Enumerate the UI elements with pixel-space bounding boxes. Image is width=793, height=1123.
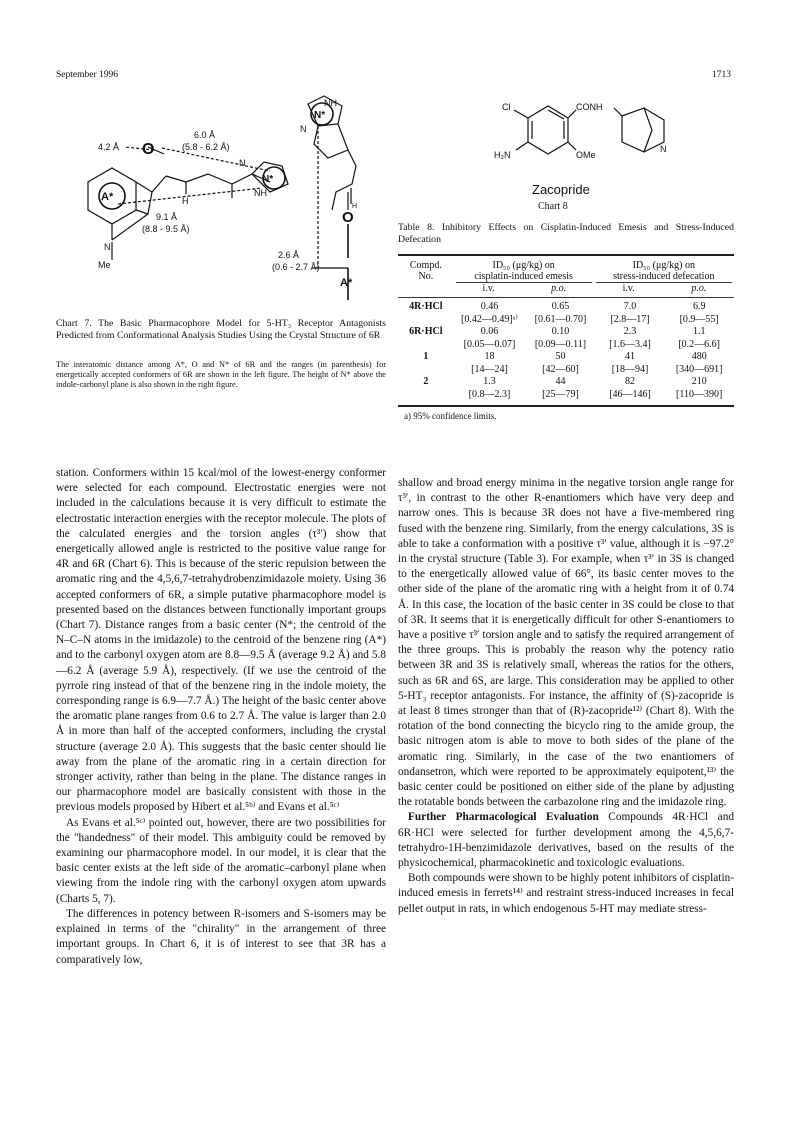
col-group-emesis-line1: ID₅₀ (μg/kg) on xyxy=(492,260,555,271)
amino-label: H₂N xyxy=(494,150,511,160)
table8-footnote: a) 95% confidence limits. xyxy=(404,411,497,421)
col-group-defecation-line2: stress-induced defecation xyxy=(613,271,715,282)
table-row: 6R·HCl 0.06 0.10 2.3 1.1 xyxy=(409,326,706,337)
paragraph: station. Conformers within 15 kcal/mol of the lowest-energy conformer were selected for each compound. Electrostatic energies were not included in the calculations because it is very difficult to estimate the electrostatic interaction energies with the receptor molecule. The plots of the calculated energies and the torsion angles (τ³′) show that energetically allowed angle is restricted to the positive value range for 4R and 6R (Chart 6). This is because of the steric repulsion between the aromatic ring and the 4,5,6,7-tetrahydrobenzimidazole moiety. Using 36 accepted conformers of 6R, a simple putative pharmacophore model is presented based on the distances between functionally important groups (Chart 7). Distance ranges from a basic center (N*; the centroid of the N–C–N atoms in the imidazole) to the centroid of the benzene ring (A*) and to the carbonyl oxygen atom are 8.8—9.5 Å (average 9.2 Å) and 5.8—6.2 Å (average 5.9 Å), respectively. (If we use the centroid of the pyrrole ring instead of that of the benzene ring in the indole moiety, the corresponding range is 6.9—7.7 Å.) The height of the basic center above the aromatic plane ranges from 0.6 to 2.7 Å. The value is larger than 2.0 Å in more than half of the accepted conformers, including the crystal structure (average 2.0 Å). This suggests that the basic center should lie away from the plane of the aromatic ring in a certain direction for stronger activity, rather than being in the plane. The distance ranges in our pharmacophore model are basically consistent with those in the previous models proposed by Hibert et al.⁵ᵇ⁾ and Evans et al.⁵ᶜ⁾ xyxy=(56,467,386,814)
section-heading: Further Pharmacological Evaluation xyxy=(408,811,599,824)
page-number: 1713 xyxy=(712,70,731,80)
table-top-rule xyxy=(398,254,734,256)
methoxy-label: OMe xyxy=(576,150,596,160)
table-row: 4R·HCl 0.46 0.65 7.0 6.9 xyxy=(409,301,706,312)
paragraph: Both compounds were shown to be highly potent inhibitors of cisplatin-induced emesis in ferrets¹⁴⁾ and restraint stress-induced increases in fecal pellet output in rats, in which endogenous 5-HT may mediate stress- xyxy=(398,872,734,915)
col-group-emesis-line2: cisplatin-induced emesis xyxy=(474,271,573,282)
a-star-label-right: A* xyxy=(340,277,353,289)
methyl-label: Me xyxy=(98,260,111,270)
running-header-date: September 1996 xyxy=(56,70,119,80)
paragraph: shallow and broad energy minima in the negative torsion angle range for τ³′, in contrast to the other R-enantiomers which have very deep and narrow ones. This is because 3R does not have a five-membered ring fused with the benzene ring. Similarly, from the energy calculations, 3S is able to take a conformation with a positive τ³′ value, although it is −97.2° in the crystal structure (Table 3). For example, when τ³′ in 3S is changed to the energetically allowed value of 66°, its basic center moves to the other side of the plane of the aromatic ring with a height from it of 0.74 Å. In this case, the location of the basic center in 3S could be close to that of 3R. It seems that it is energetically difficult for other S-enantiomers to have a positive τ³′ torsion angle and to satisfy the required arrangement of the three groups. This is probably the reason why the potency ratio between 3R and 3S is relatively small, whereas the ratios for the others, such as 6R and 6S, are large. This consideration may be applied to other 5-HT₃ receptor antagonists. For instance, the affinity of (S)-zacopride is at least 8 times stronger than that of (R)-zacopride¹²⁾ (Chart 8). With the rotation of the bond connecting the bicyclo ring to the amide group, the basic nitrogen atom is able to move to both sides of the plane of the aromatic ring. Similarly, in the case of the two enantiomers of ondansetron, which were reported to be approximately equipotent,¹³⁾ the basic center could be positioned on either side of the plane by adjusting the rotatable bonds between the carbazolone ring and the imidazole ring. xyxy=(398,477,734,809)
chart7-caption-title: Chart 7. The Basic Pharmacophore Model for 5-HT₃ Receptor Antagonists Predicted from Conformational Analysis Studies Using the Crystal Structure of 6R xyxy=(56,318,386,342)
table-header-rule xyxy=(398,297,734,298)
h-label-left: H xyxy=(182,196,189,206)
table-row-ci: [0.42—0.49]ᵃ⁾ [0.61—0.70] [2.8—17] [0.9—55] xyxy=(461,313,719,325)
zacopride-structure xyxy=(476,90,712,182)
paragraph: The differences in potency between R-isomers and S-isomers may be explained in terms of the "chirality" in the arrangement of three important groups. In Chart 6, it is of interest to see that 3R has a comparatively low, xyxy=(56,907,386,966)
table-row-ci: [14—24] [42—60] [18—94] [340—691] xyxy=(471,363,723,375)
table-row: 1 18 50 41 480 xyxy=(423,351,707,362)
paragraph: As Evans et al.⁵ᶜ⁾ pointed out, however, there are two possibilities for the "handedness" of their model. This ambiguity could be removed by examining our pharmacophore model. In our model, it is clear that the basic center exists at the left side of the aromatic–carbonyl plane when viewing from the indole ring with the carbonyl oxygen atom upwards (Charts 5, 7). xyxy=(56,816,386,905)
amide-label: CONH xyxy=(576,102,603,112)
subheader-iv: i.v. xyxy=(482,283,495,294)
subheader-po: p.o. xyxy=(691,283,707,294)
oxygen-label: O xyxy=(142,141,155,158)
distance-label-6-0: 6.0 Å xyxy=(194,130,216,140)
distance-label-9-1: 9.1 Å xyxy=(156,212,178,222)
nh-label-right: NH xyxy=(324,98,337,108)
chart7-caption-note: The interatomic distance among A*, O and N* of 6R and the ranges (in parenthesis) for energetically accepted conformers of 6R are shown in the left figure. The height of N* above the indole-carbonyl plane is also shown in the right figure. xyxy=(56,360,386,390)
nh-label-left: NH xyxy=(254,188,267,198)
col-group-defecation-line1: ID₅₀ (μg/kg) on xyxy=(632,260,695,271)
h-label-right: H xyxy=(352,203,358,210)
table-bottom-rule xyxy=(398,405,734,407)
paragraph-text: Compounds 4R·HCl and 6R·HCl were selected for further development among the 4,5,6,7-tetrahydro-1H-benzimidazole derivatives, based on the results of the physicochemical, pharmacokinetic and toxicologic evaluations. xyxy=(398,811,734,870)
col-header-compd: Compd. xyxy=(409,260,442,271)
n-label-right: N xyxy=(300,124,307,134)
quinuclidine-n-label: N xyxy=(660,144,667,154)
distance-range-9-1: (8.8 - 9.5 Å) xyxy=(142,224,190,234)
table8-title: Table 8. Inhibitory Effects on Cisplatin-Induced Emesis and Stress-Induced Defecation xyxy=(398,222,734,246)
oxygen-label-right: O xyxy=(342,209,354,226)
chart7-pharmacophore-figure xyxy=(56,92,396,312)
table-row-ci: [0.8—2.3] [25—79] [46—146] [110—390] xyxy=(468,388,723,400)
body-left-column xyxy=(56,466,386,968)
col-header-no: No. xyxy=(418,271,434,282)
n-star-label: N* xyxy=(262,174,274,185)
chloro-label: Cl xyxy=(502,102,511,112)
subheader-iv: i.v. xyxy=(622,283,635,294)
zacopride-name: Zacopride xyxy=(532,182,590,197)
subheader-po: p.o. xyxy=(551,283,567,294)
table8 xyxy=(398,254,734,421)
n-label-indole: N xyxy=(104,242,111,252)
table-row: 2 1.3 44 82 210 xyxy=(423,376,707,387)
height-label-2-6: 2.6 Å xyxy=(278,250,300,260)
distance-label-4-2: 4.2 Å xyxy=(98,142,120,152)
body-right-column xyxy=(398,476,734,917)
height-range-2-6: (0.6 - 2.7 Å) xyxy=(272,262,320,272)
n-star-label-right: N* xyxy=(314,110,326,121)
chart8-label: Chart 8 xyxy=(538,201,568,212)
a-star-label: A* xyxy=(101,191,114,203)
n-label-imidazole: N xyxy=(239,158,246,168)
distance-range-6-0: (5.8 - 6.2 Å) xyxy=(182,142,230,152)
table-row-ci: [0.05—0.07] [0.09—0.11] [1.6—3.4] [0.2—6.6] xyxy=(463,338,721,350)
